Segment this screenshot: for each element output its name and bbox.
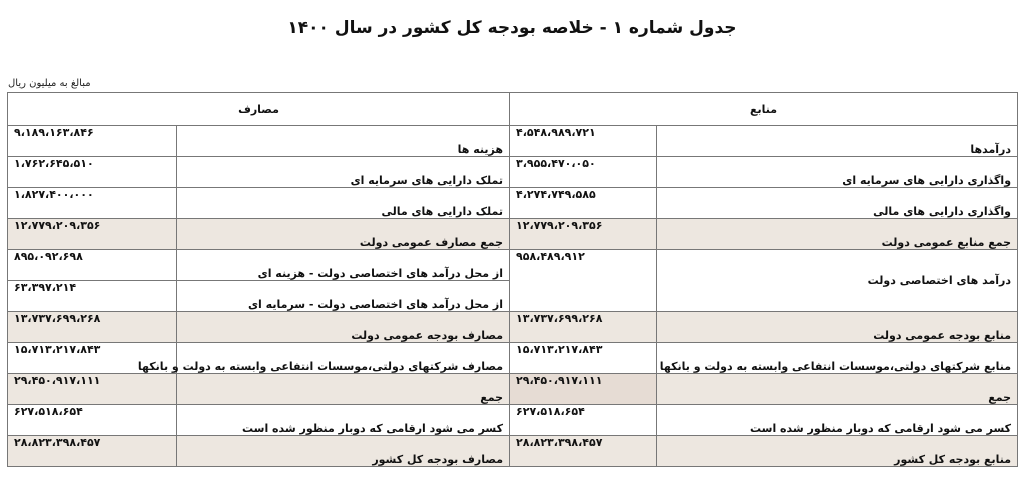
table-row-total <box>8 312 1018 343</box>
source-value: ۱۵،۷۱۳،۲۱۷،۸۴۳ <box>510 343 657 374</box>
unit-note: مبالغ به میلیون ریال <box>8 78 91 89</box>
source-label: کسر می شود ارقامی که دوبار منظور شده است <box>657 405 1018 436</box>
source-value: ۹۵۸،۴۸۹،۹۱۲ <box>510 250 657 312</box>
expense-label: تملک دارایی های مالی <box>177 188 510 219</box>
table-row-total <box>8 219 1018 250</box>
table-row <box>8 250 1018 281</box>
source-label: منابع شرکتهای دولتی،موسسات انتفاعی وابسته به دولت و بانکها <box>657 343 1018 374</box>
table-row <box>8 405 1018 436</box>
expense-value: ۱،۸۲۷،۴۰۰،۰۰۰ <box>8 188 177 219</box>
table-row <box>8 157 1018 188</box>
source-value: ۱۳،۷۳۷،۶۹۹،۲۶۸ <box>510 312 657 343</box>
expense-label: مصارف بودجه کل کشور <box>177 436 510 467</box>
expense-label: از محل درآمد های اختصاصی دولت - هزینه ای <box>177 250 510 281</box>
expense-value: ۱۳،۷۳۷،۶۹۹،۲۶۸ <box>8 312 177 343</box>
source-label: درآمد های اختصاصی دولت <box>657 250 1018 312</box>
table-row-total <box>8 436 1018 467</box>
expense-value: ۱۲،۷۷۹،۲۰۹،۳۵۶ <box>8 219 177 250</box>
table-row <box>8 188 1018 219</box>
expense-label: هزینه ها <box>177 126 510 157</box>
expense-label: تملک دارایی های سرمایه ای <box>177 157 510 188</box>
header-row <box>8 93 1018 126</box>
table-row <box>8 126 1018 157</box>
source-label: منابع بودجه کل کشور <box>657 436 1018 467</box>
expense-value: ۲۸،۸۲۳،۳۹۸،۴۵۷ <box>8 436 177 467</box>
source-value: ۲۸،۸۲۳،۳۹۸،۴۵۷ <box>510 436 657 467</box>
source-value: ۳،۹۵۵،۴۷۰،۰۵۰ <box>510 157 657 188</box>
source-label: جمع <box>657 374 1018 405</box>
expense-label: از محل درآمد های اختصاصی دولت - سرمایه ای <box>177 281 510 312</box>
expense-label: جمع <box>177 374 510 405</box>
expense-label: جمع مصارف عمومی دولت <box>177 219 510 250</box>
expense-label: مصارف شرکتهای دولتی،موسسات انتفاعی وابسته به دولت و بانکها <box>177 343 510 374</box>
table-row-total <box>8 374 1018 405</box>
expense-label: مصارف بودجه عمومی دولت <box>177 312 510 343</box>
source-label: جمع منابع عمومی دولت <box>657 219 1018 250</box>
sources-header: منابع <box>510 93 1018 126</box>
expense-value: ۸۹۵،۰۹۲،۶۹۸ <box>8 250 177 281</box>
table-row <box>8 343 1018 374</box>
expense-label: کسر می شود ارقامی که دوبار منظور شده است <box>177 405 510 436</box>
source-value: ۱۲،۷۷۹،۲۰۹،۳۵۶ <box>510 219 657 250</box>
expense-value: ۲۹،۴۵۰،۹۱۷،۱۱۱ <box>8 374 177 405</box>
source-label: واگذاری دارایی های مالی <box>657 188 1018 219</box>
expense-value: ۱۵،۷۱۳،۲۱۷،۸۴۳ <box>8 343 177 374</box>
table-title: جدول شماره ۱ - خلاصه بودجه کل کشور در سال ۱۴۰۰ <box>287 18 737 38</box>
source-value: ۶۲۷،۵۱۸،۶۵۴ <box>510 405 657 436</box>
source-value: ۲۹،۴۵۰،۹۱۷،۱۱۱ <box>510 374 657 405</box>
source-value: ۴،۲۷۴،۷۴۹،۵۸۵ <box>510 188 657 219</box>
budget-summary-table <box>7 92 1018 467</box>
source-label: واگذاری دارایی های سرمایه ای <box>657 157 1018 188</box>
source-value: ۴،۵۴۸،۹۸۹،۷۲۱ <box>510 126 657 157</box>
source-label: درآمدها <box>657 126 1018 157</box>
expense-value: ۶۲۷،۵۱۸،۶۵۴ <box>8 405 177 436</box>
expenses-header: مصارف <box>8 93 510 126</box>
expense-value: ۶۳،۳۹۷،۲۱۴ <box>8 281 177 312</box>
expense-value: ۱،۷۶۲،۶۴۵،۵۱۰ <box>8 157 177 188</box>
source-label: منابع بودجه عمومی دولت <box>657 312 1018 343</box>
expense-value: ۹،۱۸۹،۱۶۳،۸۴۶ <box>8 126 177 157</box>
